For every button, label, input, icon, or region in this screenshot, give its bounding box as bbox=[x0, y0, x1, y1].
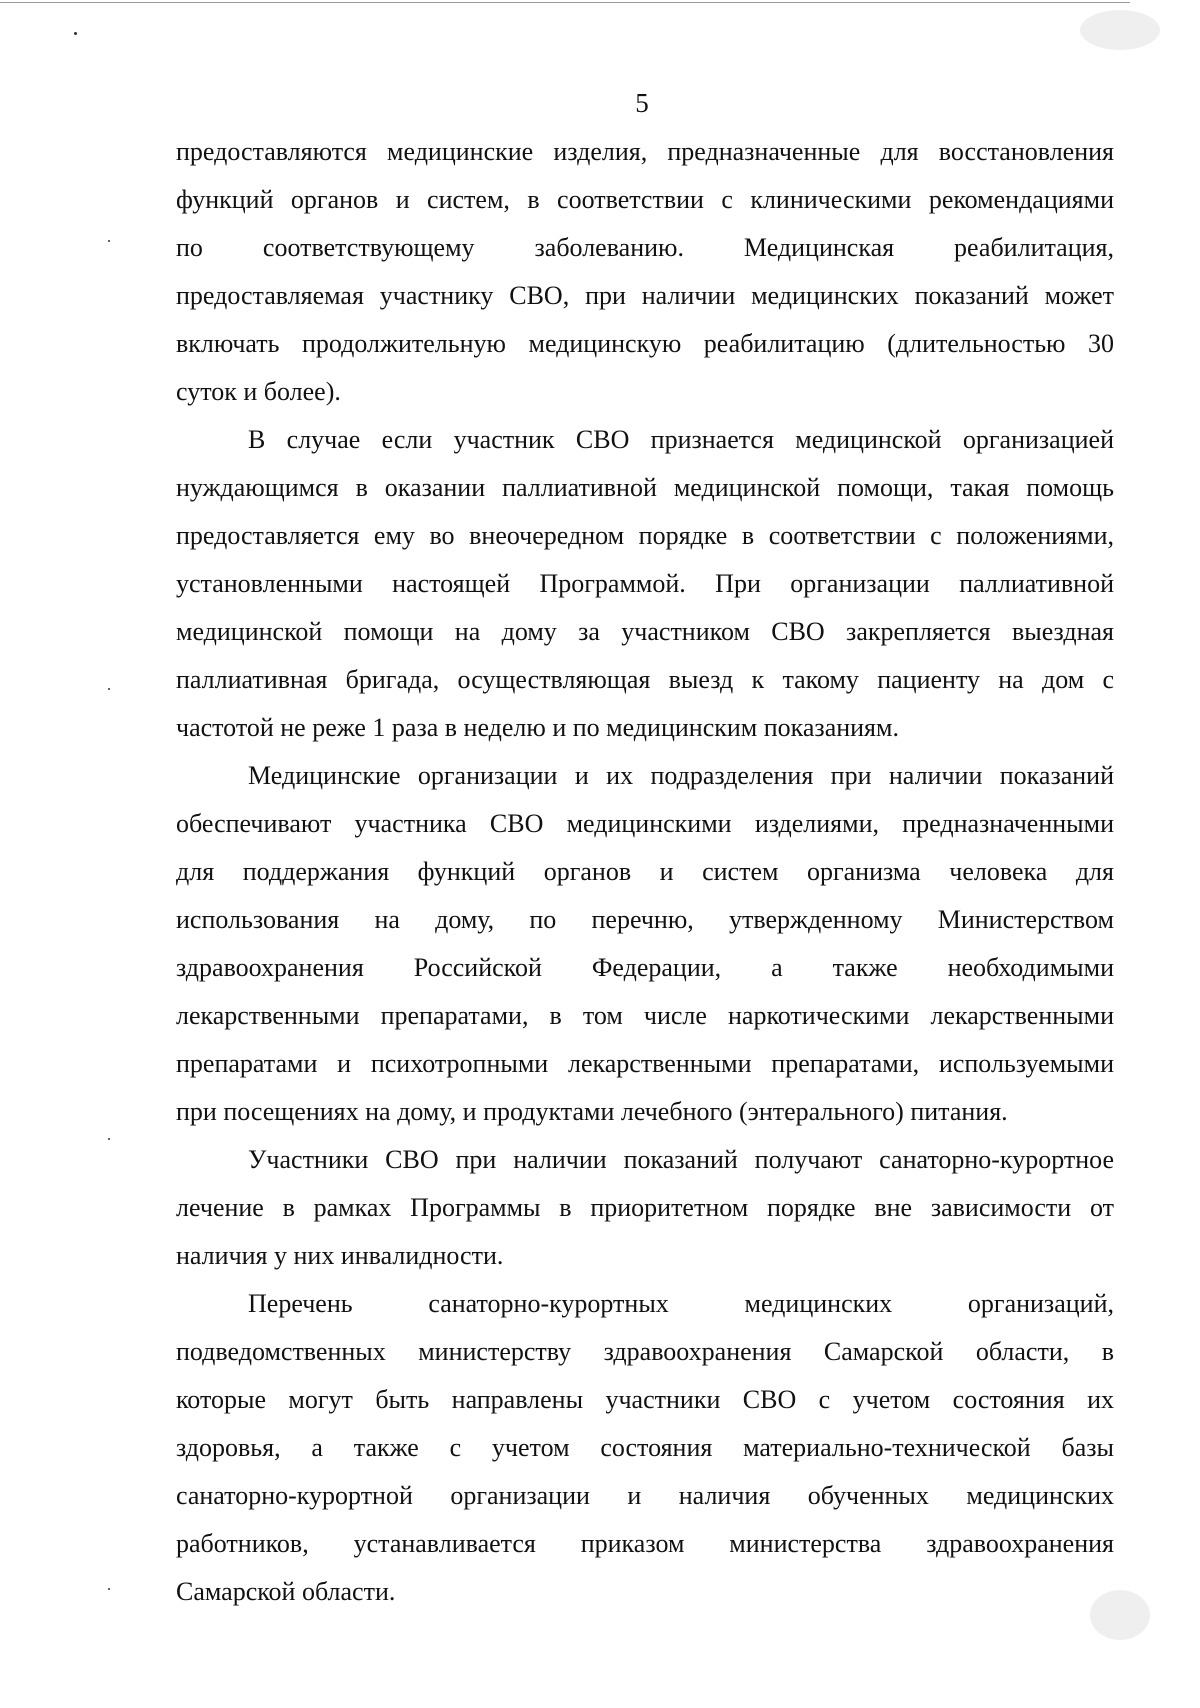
text-line: медицинской помощи на дому за участником СВО закрепляется выездная bbox=[176, 617, 1114, 646]
text-line: включать продолжительную медицинскую реабилитацию (длительностью 30 bbox=[176, 329, 1114, 358]
text-line: использования на дому, по перечню, утвержденному Министерством bbox=[176, 905, 1114, 934]
text-line: здравоохранения Российской Федерации, а также необходимыми bbox=[176, 953, 1114, 982]
page-number: 5 bbox=[635, 88, 649, 118]
scan-speck bbox=[108, 240, 110, 242]
text-line: наличия у них инвалидности. bbox=[176, 1241, 504, 1270]
text-line: Самарской области. bbox=[176, 1577, 396, 1606]
text-line: подведомственных министерству здравоохранения Самарской области, в bbox=[176, 1337, 1114, 1366]
text-line: лекарственными препаратами, в том числе наркотическими лекарственными bbox=[176, 1001, 1114, 1030]
text-line: лечение в рамках Программы в приоритетном порядке вне зависимости от bbox=[176, 1193, 1114, 1222]
text-line: установленными настоящей Программой. При организации паллиативной bbox=[176, 569, 1114, 598]
paragraph bbox=[176, 1280, 1114, 1616]
text-line: Медицинские организации и их подразделения при наличии показаний bbox=[248, 761, 1114, 790]
text-line: суток и более). bbox=[176, 377, 341, 406]
text-line: В случае если участник СВО признается медицинской организацией bbox=[248, 425, 1114, 454]
text-line: санаторно-курортной организации и наличия обученных медицинских bbox=[176, 1481, 1114, 1510]
scan-speck bbox=[74, 32, 77, 35]
text-line: функций органов и систем, в соответствии с клиническими рекомендациями bbox=[176, 185, 1114, 214]
scan-smudge bbox=[1080, 10, 1160, 50]
text-line: нуждающимся в оказании паллиативной медицинской помощи, такая помощь bbox=[176, 473, 1114, 502]
scan-speck bbox=[108, 1588, 110, 1590]
text-line: предоставляемая участнику СВО, при наличии медицинских показаний может bbox=[176, 281, 1114, 310]
text-line: Перечень санаторно-курортных медицинских организаций, bbox=[248, 1289, 1114, 1318]
text-line: предоставляются медицинские изделия, предназначенные для восстановления bbox=[176, 137, 1114, 166]
paragraph bbox=[176, 1136, 1114, 1280]
text-line: которые могут быть направлены участники СВО с учетом состояния их bbox=[176, 1385, 1114, 1414]
text-line: препаратами и психотропными лекарственными препаратами, используемыми bbox=[176, 1049, 1114, 1078]
text-line: для поддержания функций органов и систем организма человека для bbox=[176, 857, 1114, 886]
text-line: паллиативная бригада, осуществляющая выезд к такому пациенту на дом с bbox=[176, 665, 1114, 694]
scan-speck bbox=[108, 1138, 110, 1140]
paragraph bbox=[176, 752, 1114, 1136]
text-line: при посещениях на дому, и продуктами лечебного (энтерального) питания. bbox=[176, 1097, 1008, 1126]
text-line: Участники СВО при наличии показаний получают санаторно-курортное bbox=[248, 1145, 1114, 1174]
text-line: по соответствующему заболеванию. Медицинская реабилитация, bbox=[176, 233, 1114, 262]
text-line: обеспечивают участника СВО медицинскими изделиями, предназначенными bbox=[176, 809, 1114, 838]
text-line: здоровья, а также с учетом состояния материально-технической базы bbox=[176, 1433, 1114, 1462]
document-body bbox=[176, 128, 1114, 1616]
paragraph bbox=[176, 128, 1114, 416]
text-line: предоставляется ему во внеочередном порядке в соответствии с положениями, bbox=[176, 521, 1114, 550]
text-line: работников, устанавливается приказом министерства здравоохранения bbox=[176, 1529, 1114, 1558]
scan-top-edge bbox=[0, 2, 1130, 3]
paragraph bbox=[176, 416, 1114, 752]
scan-speck bbox=[108, 688, 110, 690]
text-line: частотой не реже 1 раза в неделю и по медицинским показаниям. bbox=[176, 713, 899, 742]
